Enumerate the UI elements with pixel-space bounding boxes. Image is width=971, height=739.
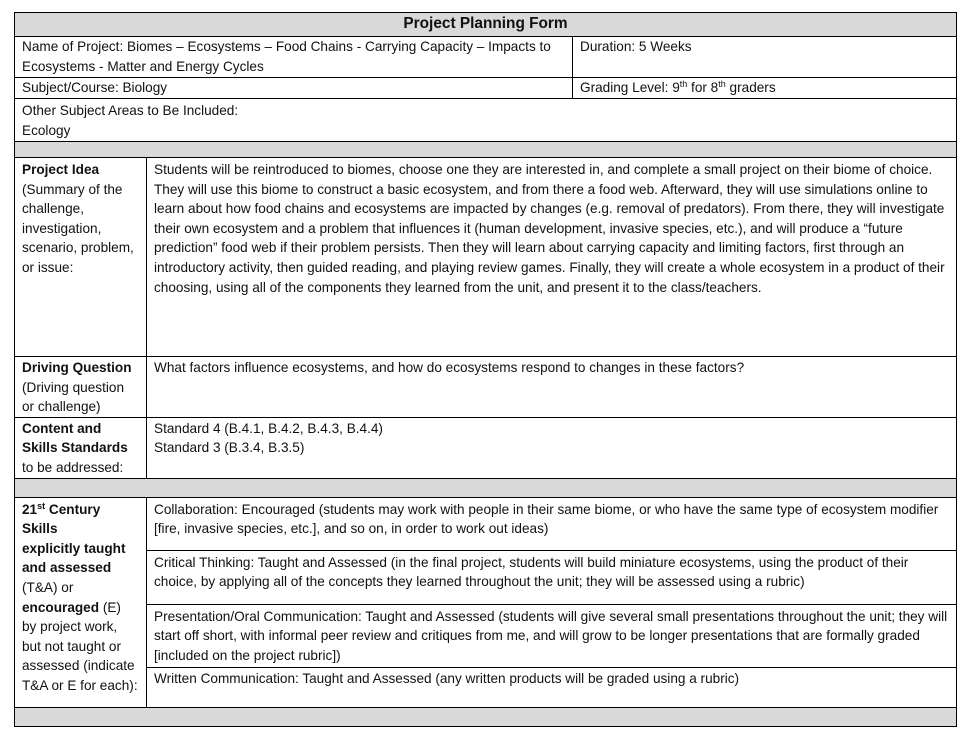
project-idea-label-cell xyxy=(15,158,147,357)
grading-level-sup-1: th xyxy=(679,79,688,89)
skills-sublabel-bold: explicitly taught and assessed xyxy=(22,540,126,576)
skill-critical-thinking: Critical Thinking: Taught and Assessed (in the final project, students will build miniature ecosystems, using the product of their choice, by applying all of the concepts they learned throughout the unit; they will be assessed using a rubric) xyxy=(147,550,957,604)
grading-level-suffix: graders xyxy=(725,80,776,95)
standard-line-2: Standard 3 (B.3.4, B.3.5) xyxy=(154,440,305,456)
skill-presentation: Presentation/Oral Communication: Taught and Assessed (students will give several small presentations throughout the unit; they will start off short, with informal peer review and critiques from me, and will grow to be longer presentations that are formally graded [included on the project rubric]) xyxy=(147,604,957,667)
skills-label-prefix: 21 xyxy=(22,501,38,517)
standards-sublabel: to be addressed: xyxy=(22,459,124,475)
name-of-project: Name of Project: Biomes – Ecosystems – Food Chains - Carrying Capacity – Impacts to Ecosystems - Matter and Energy Cycles xyxy=(15,37,573,78)
section-divider xyxy=(15,707,957,726)
standards-label-cell xyxy=(15,417,147,478)
grading-level-middle: for 8 xyxy=(687,80,719,95)
other-subject-areas xyxy=(15,99,957,142)
subject-course: Subject/Course: Biology xyxy=(15,78,573,99)
section-divider xyxy=(15,142,957,158)
skills-sublabel-rest-2: (E) by project work, but not taught or assessed (indicate T&A or E for each): xyxy=(22,599,138,693)
grading-level-prefix: Grading Level: 9 xyxy=(580,80,680,95)
project-planning-form xyxy=(14,12,957,727)
project-idea-text: Students will be reintroduced to biomes, choose one they are interested in, and complete a small project on their biome of choice. They will use this biome to construct a basic ecosystem, and from there a food web. Afterward, they will use simulations online to learn about how food chains and ecosystems are impacted by changes (e.g. removal of predators). From there, they will investigate their own ecosystem and a problem that influences it (human development, invasive species, etc.), and will produce a “future prediction” food web if their problem persists. Then they will learn about carrying capacity and limiting factors, first through an introductory activity, then guided reading, and playing review games. Finally, they will create a whole ecosystem in a product of their choosing, using all of the components they learned from the unit, and present it to the class/teachers. xyxy=(147,158,957,357)
duration: Duration: 5 Weeks xyxy=(573,37,957,78)
skills-label-suffix: Century Skills xyxy=(22,501,101,537)
skills-sublabel-rest: (T&A) or xyxy=(22,579,74,595)
driving-question-text: What factors influence ecosystems, and how do ecosystems respond to changes in these factors? xyxy=(147,357,957,418)
project-idea-label: Project Idea xyxy=(22,162,100,177)
grading-level-sup-2: th xyxy=(718,79,726,89)
standards-label: Content and Skills Standards xyxy=(22,420,128,456)
other-subjects-value: Ecology xyxy=(22,122,71,138)
project-idea-sublabel: (Summary of the challenge, investigation, scenario, problem, or issue: xyxy=(22,181,134,275)
grading-level xyxy=(573,78,957,99)
standard-line-1: Standard 4 (B.4.1, B.4.2, B.4.3, B.4.4) xyxy=(154,420,383,436)
skill-written-communication: Written Communication: Taught and Assessed (any written products will be graded using a rubric) xyxy=(147,667,957,707)
standards-text xyxy=(147,417,957,478)
skill-collaboration: Collaboration: Encouraged (students may work with people in their same biome, or who have the same type of ecosystem modifier [fire, invasive species, etc.], and so on, in order to work out ideas) xyxy=(147,497,957,550)
form-title: Project Planning Form xyxy=(15,13,957,37)
skills-label-sup: st xyxy=(37,500,46,511)
other-subjects-label: Other Subject Areas to Be Included: xyxy=(22,103,239,118)
skills-label-cell xyxy=(15,497,147,707)
section-divider xyxy=(15,478,957,497)
driving-question-sublabel: (Driving question or challenge) xyxy=(22,379,124,415)
driving-question-label: Driving Question xyxy=(22,360,132,375)
skills-sublabel-bold-2: encouraged xyxy=(22,599,100,615)
driving-question-label-cell xyxy=(15,357,147,418)
